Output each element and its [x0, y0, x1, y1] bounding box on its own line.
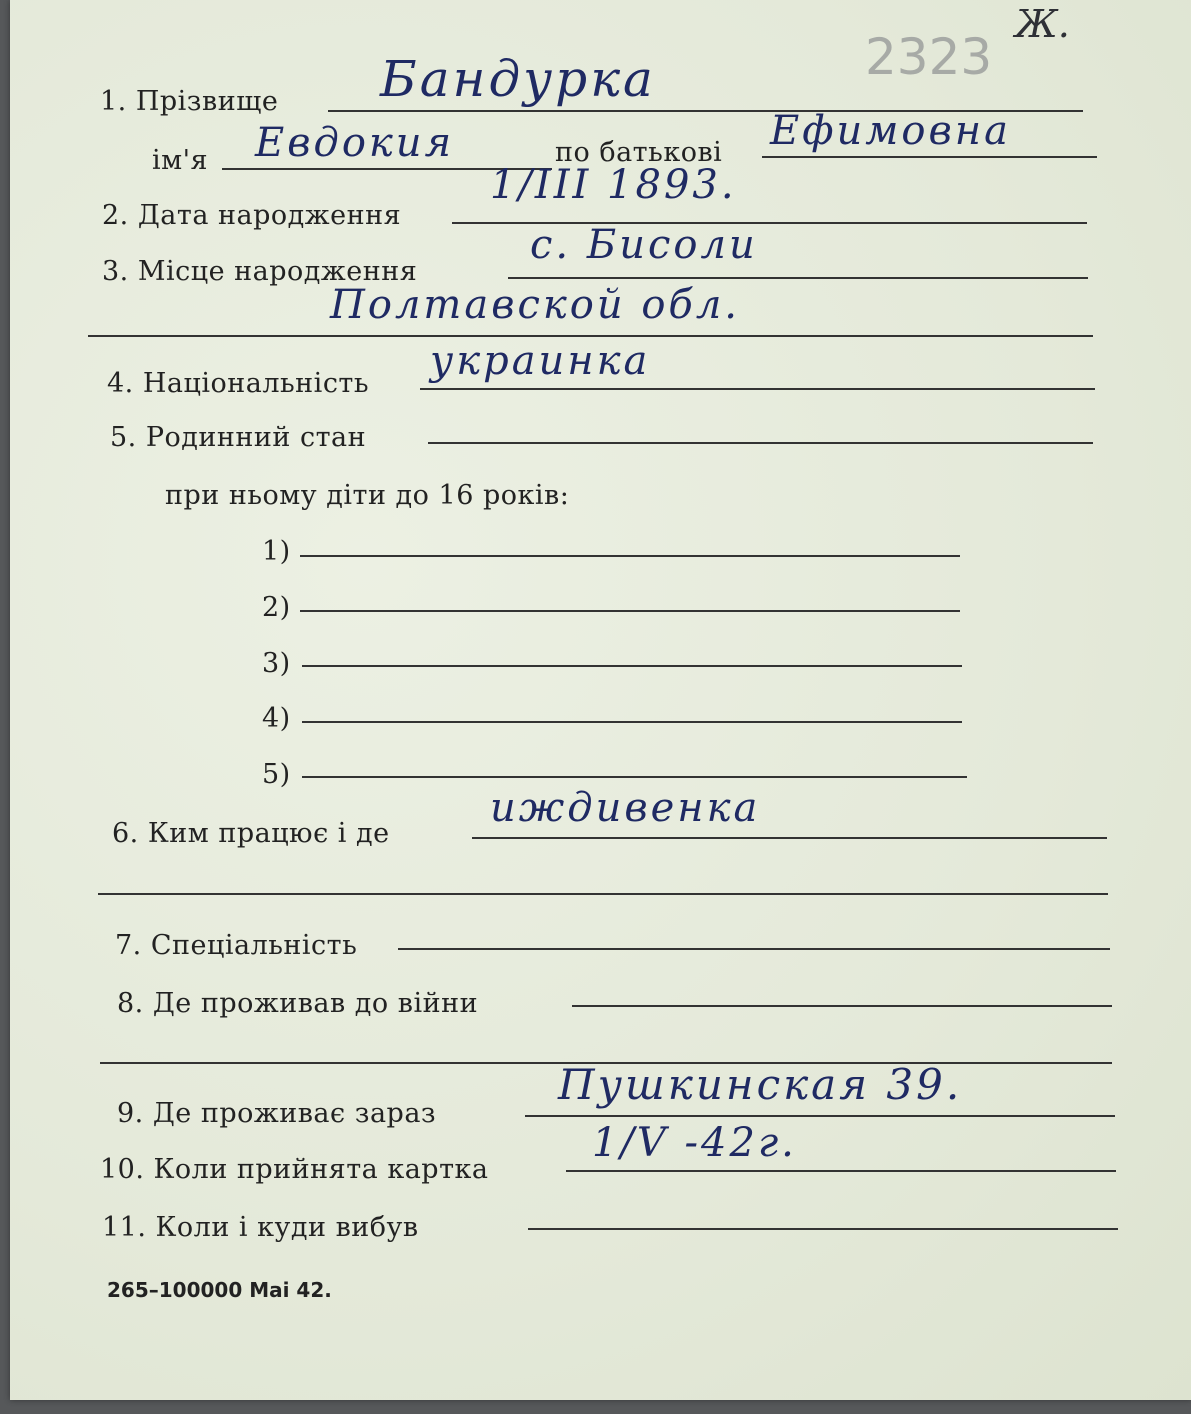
registration-card — [10, 0, 1191, 1400]
birthdate-value: 1/III 1893. — [490, 162, 737, 208]
departure-label: 11. Коли і куди вибув — [102, 1212, 419, 1243]
prewar-residence-line — [572, 1005, 1112, 1007]
child-2-line — [300, 610, 960, 612]
child-1-label: 1) — [262, 536, 291, 567]
occupation-value: иждивенка — [490, 785, 761, 831]
card-accepted-line — [566, 1170, 1116, 1172]
marital-status-line — [428, 442, 1093, 444]
occupation-line — [472, 837, 1107, 839]
speciality-line — [398, 948, 1110, 950]
current-residence-line — [525, 1115, 1115, 1117]
birthplace-label: 3. Місце народження — [102, 256, 418, 287]
patronymic-value: Ефимовна — [770, 108, 1011, 154]
child-1-line — [300, 555, 960, 557]
name-label: ім'я — [152, 145, 209, 176]
child-5-line — [302, 776, 967, 778]
name-value: Евдокия — [255, 120, 455, 166]
child-2-label: 2) — [262, 592, 291, 623]
child-4-label: 4) — [262, 703, 291, 734]
card-accepted-value: 1/V -42г. — [592, 1120, 797, 1166]
corner-mark: Ж. — [1015, 2, 1070, 46]
marital-status-label: 5. Родинний стан — [110, 422, 367, 453]
patronymic-line — [762, 156, 1097, 158]
surname-label: 1. Прізвище — [100, 86, 279, 117]
birthplace-line-2 — [88, 335, 1093, 337]
departure-line — [528, 1228, 1118, 1230]
child-5-label: 5) — [262, 759, 291, 790]
print-code: 265–100000 Mai 42. — [107, 1278, 332, 1302]
nationality-value: украинка — [430, 338, 651, 384]
prewar-residence-label: 8. Де проживав до війни — [117, 988, 479, 1019]
child-3-label: 3) — [262, 648, 291, 679]
current-residence-label: 9. Де проживає зараз — [117, 1098, 437, 1129]
speciality-label: 7. Спеціальність — [115, 930, 358, 961]
occupation-line-2 — [98, 893, 1108, 895]
occupation-label: 6. Ким працює і де — [112, 818, 390, 849]
current-residence-value: Пушкинская 39. — [558, 1060, 963, 1109]
birthplace-value: с. Бисоли — [530, 222, 758, 268]
pencil-number: 2323 — [865, 28, 993, 86]
surname-value: Бандурка — [380, 50, 656, 108]
nationality-label: 4. Національність — [107, 368, 370, 399]
nationality-line — [420, 388, 1095, 390]
child-4-line — [302, 721, 962, 723]
birthplace-line — [508, 277, 1088, 279]
birthdate-label: 2. Дата народження — [102, 200, 402, 231]
birthplace-value-line2: Полтавской обл. — [330, 282, 741, 328]
card-accepted-label: 10. Коли прийнята картка — [100, 1154, 489, 1185]
patronymic-label: по батькові — [555, 137, 723, 168]
children-label: при ньому діти до 16 років: — [165, 480, 570, 511]
child-3-line — [302, 665, 962, 667]
